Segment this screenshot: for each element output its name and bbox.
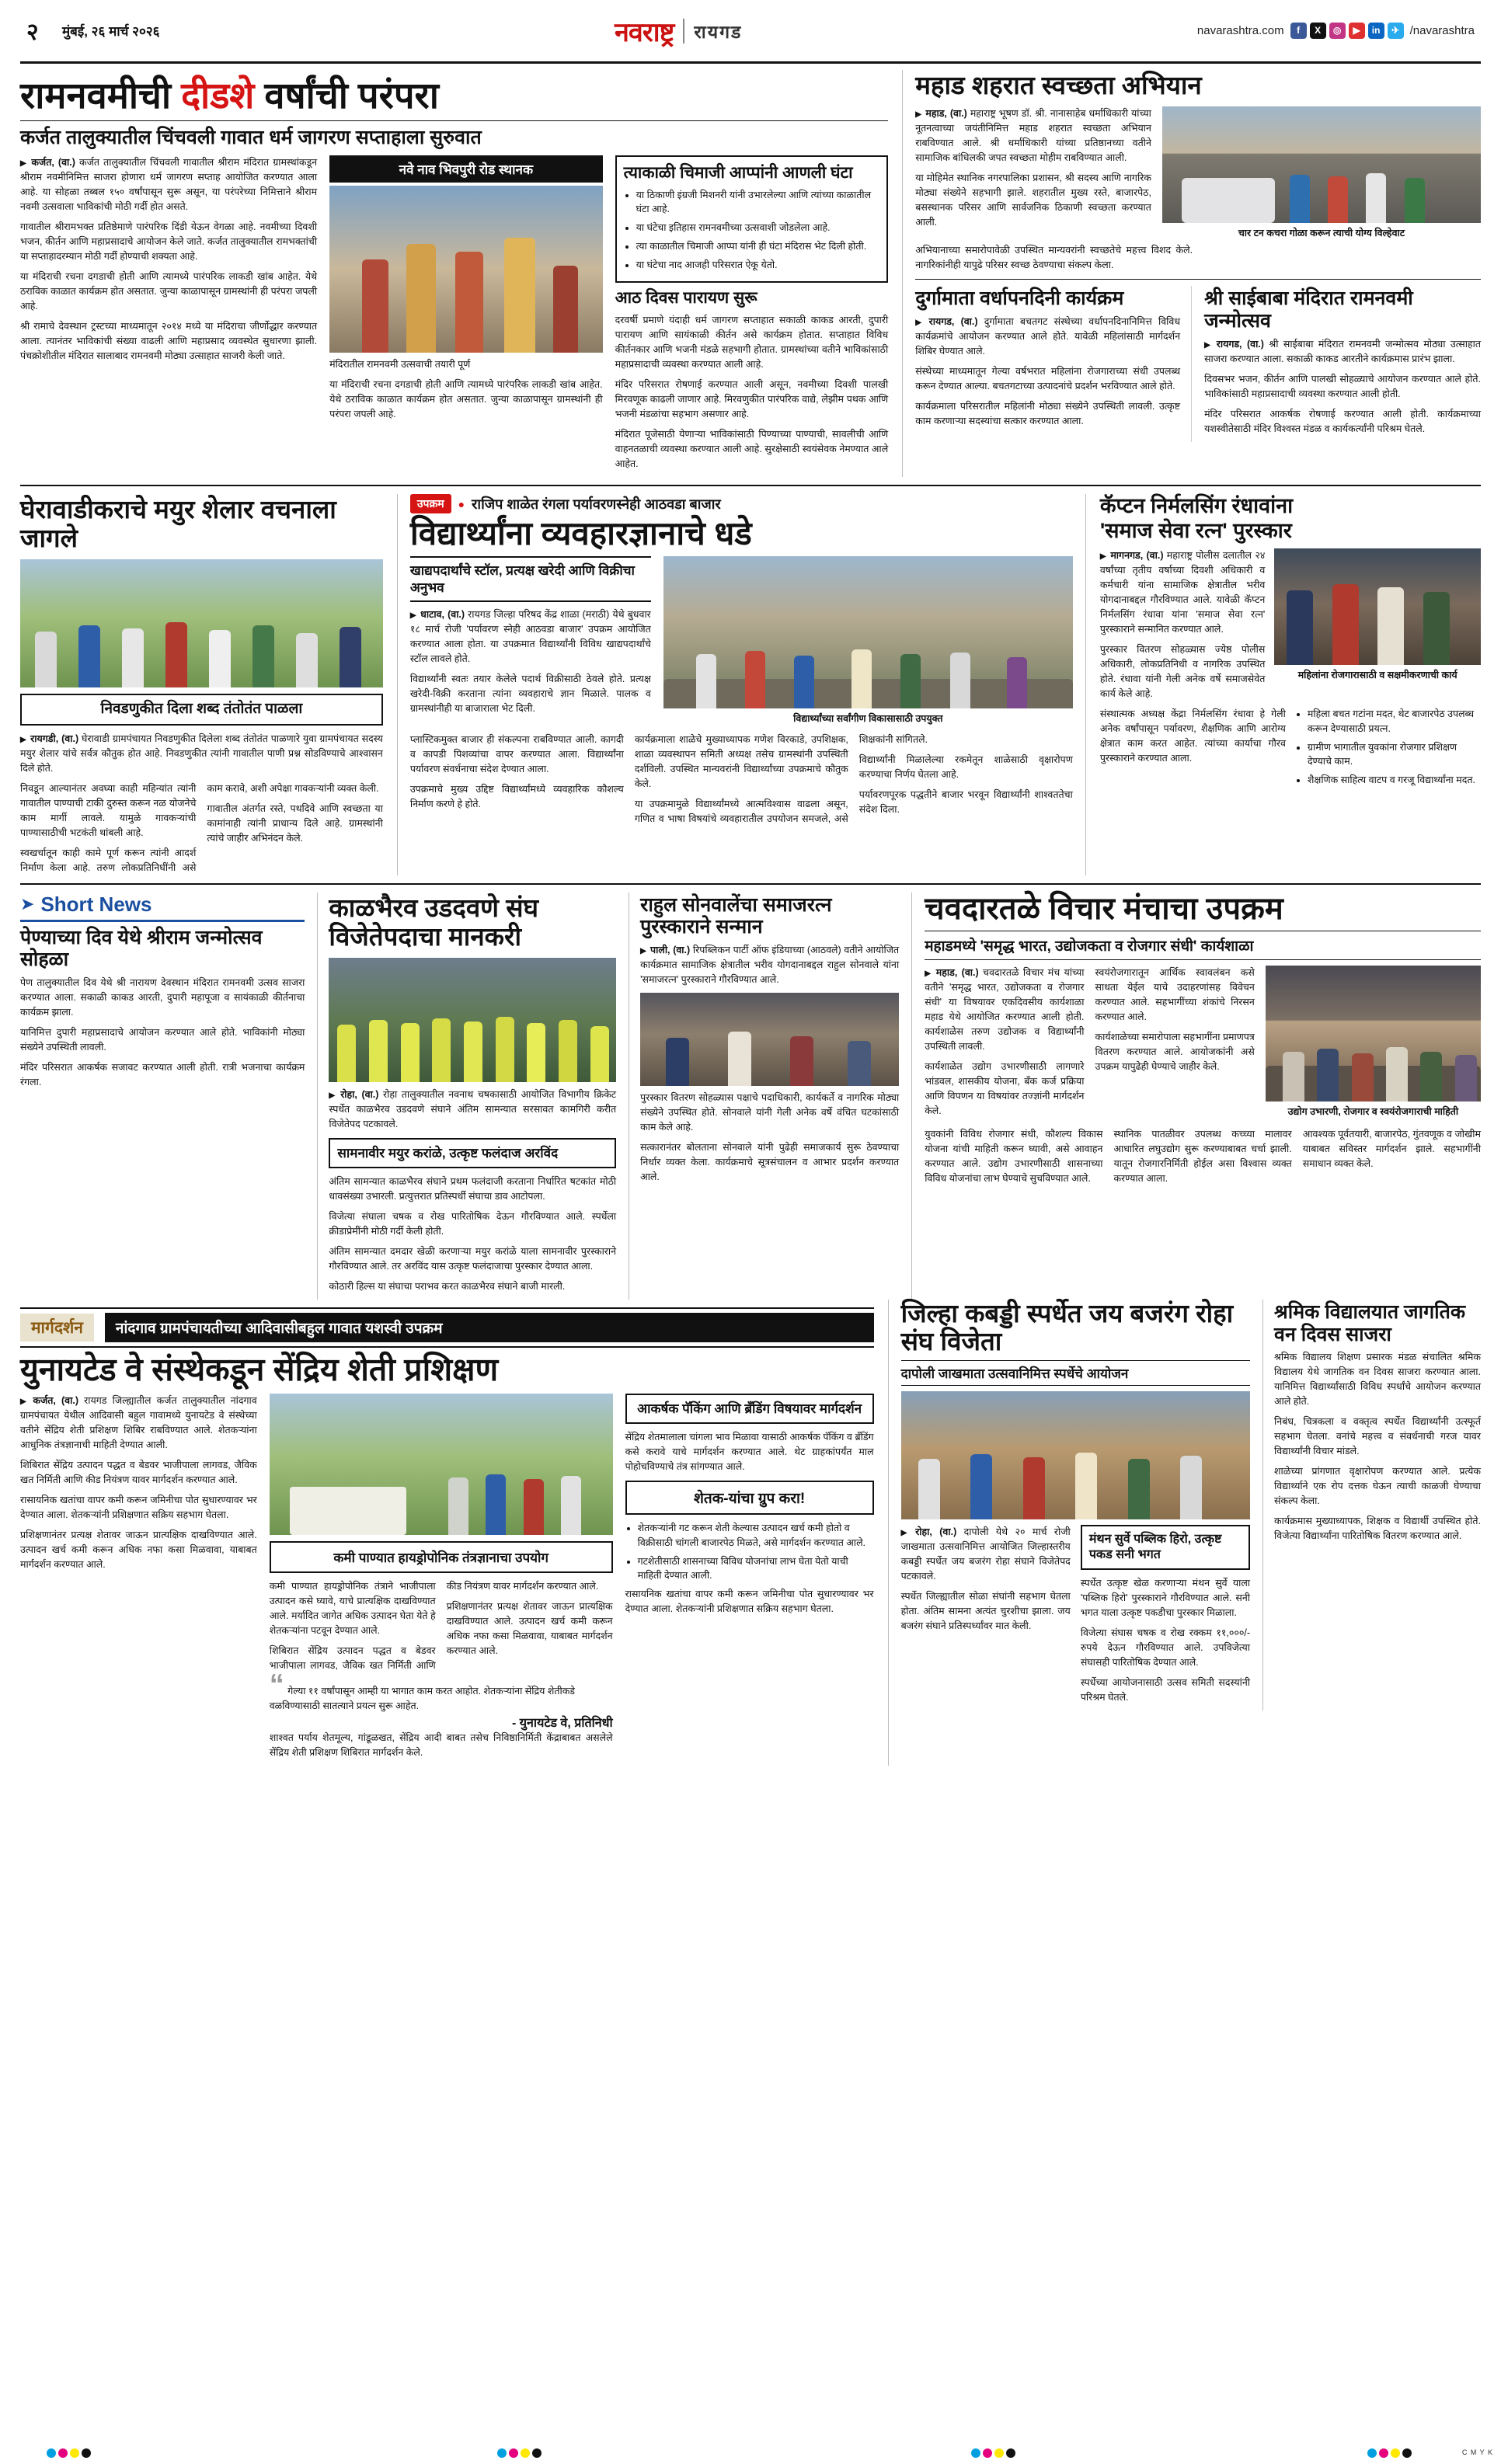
margdarshan-bar xyxy=(20,1307,874,1348)
upkram-text-1: विद्यार्थ्यांनी स्वतः तयार केलेले पदार्थ विक्रीसाठी ठेवले होते. प्रत्यक्ष खरेदी-विक्री करताना त्यांना व्यवहाराचे ज्ञान मिळाले. पालक व ग्रामस्थांनीही या बाजाराला भेट दिली. xyxy=(409,673,651,714)
issue-date: मुंबई, २६ मार्च २०२६ xyxy=(62,24,160,39)
upkram-photo xyxy=(663,556,1073,708)
chavdar-bottom-0: युवकांनी विविध रोजगार संधी, कौशल्य विकास योजना यांची माहिती करून घ्यावी, असे आवाहन करण्यात आले. उद्योग उभारणीसाठी शासनाच्या विविध योजनांचा लाभ घेण्याचे सुचविण्यात आले. xyxy=(925,1128,1103,1184)
nirmalsingh-bullet-0: • महिला बचत गटांना मदत, थेट बाजारपेठ उपलब्ध करून देण्यासाठी प्रयत्न. xyxy=(1308,707,1481,736)
durga-dateline: ▶ रायगड, (वा.) xyxy=(915,316,977,327)
registration-dots-left xyxy=(47,2448,91,2458)
gheravadi-headline: घेरावाडीकराचे मयुर शेलार वचनाला जागले xyxy=(20,495,336,552)
rahul-story xyxy=(629,893,899,1300)
nirmalsingh-photo xyxy=(1274,548,1481,665)
kabaddi-box-text-1: स्पर्धेच्या आयोजनासाठी उत्सव समिती सदस्यांनी परिश्रम घेतले. xyxy=(1080,1677,1251,1704)
gheravadi-story xyxy=(20,494,383,875)
margdarshan-text-1b: शिबिरात सेंद्रिय उत्पादन पद्धत व बेडवर भाजीपाला लागवड, जैविक खत निर्मिती आणि कीड नियंत्रण यावर मार्गदर्शन करण्यात आले. xyxy=(269,1580,599,1671)
margdarshan-box2-text: कमी पाण्यात हायड्रोपोनिक तंत्राने भाजीपाला उत्पादन कसे घ्यावे, याचे प्रात्यक्षिक दाखविण्यात आले. मर्यादित जागेत अधिक उत्पादन घेता येते हे शेतकऱ्यांना पटवून देण्यात आले. xyxy=(269,1580,436,1636)
rahul-headline: राहुल सोनवालेंचा समाजरत्न पुरस्काराने सन्मान xyxy=(640,893,832,938)
top-right-block xyxy=(902,70,1481,477)
bell-bullet-3: • या घंटेचा नाद आजही परिसरात ऐकू येतो. xyxy=(636,258,880,273)
kaalbhairav-text-0: रोहा तालुक्यातील नवनाथ चषकासाठी आयोजित विभागीय क्रिकेट स्पर्धेत काळभैरव उडदवणे संघाने अंतिम सामन्यात सरसावत कामगिरी करीत विजेतेपद पटकावले. xyxy=(329,1088,617,1129)
kabaddi-text-2: विजेत्या संघास चषक व रोख रक्कम ११,०००/- रुपये देऊन गौरविण्यात आले. उपविजेत्या संघासही पारितोषिक देण्यात आले. xyxy=(1080,1627,1251,1669)
lead-para-1 xyxy=(20,155,317,214)
registration-dots-right xyxy=(971,2448,1015,2458)
mahad-clean-headline: महाड शहरात स्वच्छता अभियान xyxy=(915,71,1202,99)
kabaddi-story xyxy=(901,1300,1250,1711)
upkram-text-0: रायगड जिल्हा परिषद केंद्र शाळा (मराठी) येथे बुधवार १८ मार्च रोजी 'पर्यावरण स्नेही आठवडा बाजार' उपक्रम आयोजित करण्यात आला होता. या उपक्रमात विद्यार्थ्यांनी विविध खाद्यपदार्थांचे स्टॉल लावले होते. xyxy=(409,608,651,664)
margdarshan-box1 xyxy=(625,1394,874,1424)
nirmalsingh-dateline: ▶ मागनगड, (वा.) xyxy=(1100,550,1164,561)
masthead xyxy=(20,0,1481,64)
lead-col3-body-1: मंदिर परिसरात रोषणाई करण्यात आली असून, नवमीच्या दिवशी पालखी मिरवणूक काढली जाणार आहे. मिरवणुकीत पारंपरिक वाद्ये, लेझीम पथक आणि भजनी मंडळांचा सहभाग असणार आहे. xyxy=(615,379,889,420)
margdarshan-text-0: रायगड जिल्ह्यातील कर्जत तालुक्यातील नांदगाव ग्रामपंचायत येथील आदिवासी बहुल गावामध्ये युनायटेड वे संस्थेच्या वतीने सेंद्रिय शेती प्रशिक्षण शिबिर राबविण्यात आले. शेतकऱ्यांना आधुनिक तंत्रज्ञानाची माहिती देण्यात आली. xyxy=(20,1394,257,1450)
shramik-text-3: कार्यक्रमास मुख्याध्यापक, शिक्षक व विद्यार्थी उपस्थित होते. विजेत्या विद्यार्थ्यांना पारितोषिक वितरण करण्यात आले. xyxy=(1274,1516,1481,1542)
upkram-kicker: उपक्रम xyxy=(410,494,451,513)
gheravadi-caption: निवडणुकीत दिला शब्द तंतोतंत पाळला xyxy=(100,700,303,717)
kaalbhairav-text-1: अंतिम सामन्यात काळभैरव संघाने प्रथम फलंदाजी करताना निर्धारित षटकांत मोठी धावसंख्या उभारली. प्रत्युत्तरात प्रतिस्पर्धी संघाचा डाव आटोपला. xyxy=(329,1175,617,1202)
shramik-story xyxy=(1262,1300,1481,1711)
lead-col3-body-2: मंदिरात पूजेसाठी येणाऱ्या भाविकांसाठी पिण्याच्या पाण्याची, सावलीची आणि वाहनतळाची व्यवस्था करण्यात आली आहे. सुरक्षेसाठी स्वयंसेवक नेमण्यात आले आहेत. xyxy=(615,429,889,470)
lead-headline-highlight: दीडशे xyxy=(181,75,255,116)
margdarshan-headline: युनायटेड वे संस्थेकडून सेंद्रिय शेती प्रशिक्षण xyxy=(20,1351,499,1387)
durga-headline: दुर्गामाता वर्धापनदिनी कार्यक्रम xyxy=(915,287,1124,310)
rahul-p0 xyxy=(640,943,899,987)
kaalbhairav-boxtext-1: कोठारी हिल्स या संघाचा पराभव करत काळभैरव संघाने बाजी मारली. xyxy=(329,1280,566,1292)
nirmalsingh-bullet-2: • शैक्षणिक साहित्य वाटप व गरजू विद्यार्थ्यांना मदत. xyxy=(1308,773,1481,788)
bullet-dot-icon: ● xyxy=(458,497,465,510)
margdarshan-box3-head: शेतक-यांचा ग्रुप करा! xyxy=(693,1491,806,1508)
upkram-text-3: उपक्रमाचे मुख्य उद्दिष्ट विद्यार्थ्यांमध्ये व्यवहारिक कौशल्य निर्माण करणे हे होते. xyxy=(409,783,624,809)
website-url[interactable]: navarashtra.com xyxy=(1196,24,1284,37)
chavdar-sub: महाडमध्ये 'समृद्ध भारत, उद्योजकता व रोजगार संधी' कार्यशाळा xyxy=(925,931,1481,960)
chavdar-text-0: चवदारतळे विचार मंच यांच्या वतीने 'समृद्ध भारत, उद्योजकता व रोजगार संधी' या विषयावर एकदिवसीय कार्यशाळा महाड येथे आयोजित करण्यात आली होती. कार्यशाळेस तरुण उद्योजक व विद्यार्थ्यांनी उपस्थिती लावली. xyxy=(925,966,1085,1052)
shramik-text-2: शाळेच्या प्रांगणात वृक्षारोपण करण्यात आले. प्रत्येक विद्यार्थ्याने एक रोप दत्तक घेऊन त्याची काळजी घेण्याचा संकल्प केला. xyxy=(1274,1466,1481,1507)
bell-bullet-2: • त्या काळातील चिमाजी आप्पा यांनी ही घंटा मंदिरास भेट दिली होती. xyxy=(636,239,880,254)
chavdar-text-1: कार्यशाळेत उद्योग उभारणीसाठी लागणारे भांडवल, शासकीय योजना, बँक कर्ज प्रक्रिया आणि विपणन या विषयांवर तज्ज्ञांनी मार्गदर्शन केले. xyxy=(925,1060,1085,1116)
edition-name: रायगड xyxy=(694,21,743,42)
gheravadi-photo xyxy=(20,559,383,687)
margdarshan-text-2b: रासायनिक खतांचा वापर कमी करून जमिनीचा पोत सुधारण्यावर भर देण्यात आला. शेतकऱ्यांनी प्रशिक्षणात सक्रिय सहभाग घेतला. xyxy=(625,1589,874,1615)
durga-text-1: संस्थेच्या माध्यमातून गेल्या वर्षभरात महिलांना रोजगाराच्या संधी उपलब्ध करून देण्यात आल्या. बचतगटाच्या उत्पादनांचे प्रदर्शन भरविण्यात आले होते. xyxy=(915,365,1181,392)
bell-box-head: त्याकाळी चिमाजी आप्पांनी आणली घंटा xyxy=(623,163,853,182)
lead-col-2 xyxy=(329,155,603,477)
nirmalsingh-story xyxy=(1100,494,1481,875)
bell-box-bullets xyxy=(624,188,880,273)
mahad-clean-text-1: या मोहिमेत स्थानिक नगरपालिका प्रशासन, श्री सदस्य आणि नागरिक मोठ्या संख्येने सहभागी झाले. शहरातील मुख्य रस्ते, बाजारपेठ, बसस्थानक परिसर आणि सार्वजनिक ठिकाणी स्वच्छता करण्यात आली. xyxy=(915,172,1151,228)
chavdar-bottom-1: स्थानिक पातळीवर उपलब्ध कच्च्या मालावर आधारित लघुउद्योग सुरू करण्याबाबत चर्चा झाली. यातून रोजगारनिर्मिती होईल असा विश्वास व्यक्त करण्यात आला. xyxy=(1113,1128,1292,1184)
upkram-p0 xyxy=(410,607,651,666)
gheravadi-p0 xyxy=(20,732,383,776)
nirmalsingh-text-2: संस्थात्मक अध्यक्ष केंद्रा निर्मलसिंग रंधावा हे गेली अनेक वर्षांपासून पर्यावरण, शैक्षणिक आणि आरोग्य क्षेत्रात काम करत आहेत. त्यांच्या कार्याचा गौरव पुरस्काराने करण्यात आला. xyxy=(1099,708,1286,764)
social-handle: /navarashtra xyxy=(1409,24,1475,37)
kabaddi-p0 xyxy=(901,1525,1071,1584)
third-block xyxy=(20,893,1481,1300)
margdarshan-photo-caption: शाश्वत पर्याय शेतमूल्य, गांडूळखत, सेंद्रिय आदी बाबत तसेच निविष्ठानिर्मिती केंद्राबाबत असलेले सेंद्रिय शेती प्रशिक्षण शिबिरात मार्गदर्शन केले. xyxy=(269,1731,613,1758)
lead-subhead: कर्जत तालुक्यातील चिंचवली गावात धर्म जागरण सप्ताहाला सुरुवात xyxy=(20,126,482,148)
kabaddi-box-text-0: स्पर्धेत उत्कृष्ट खेळ करणाऱ्या मंथन सुर्वे याला 'पब्लिक हिरो' पुरस्काराने गौरविण्यात आले. सनी भगत याला उत्कृष्ट पकडीचा पुरस्कार मिळाला. xyxy=(1080,1578,1251,1619)
publication-logo: नवराष्ट्र xyxy=(615,17,674,47)
sai-dateline: ▶ रायगड, (वा.) xyxy=(1204,339,1264,350)
lead-col3-head: आठ दिवस पारायण सुरू xyxy=(615,289,757,308)
bell-bullet-0: • या ठिकाणी इंग्रजी मिशनरी यांनी उभारलेल्या आणि त्यांच्या काळातील घंटा आहे. xyxy=(636,188,880,218)
chavdar-story xyxy=(911,893,1481,1300)
lead-col2-body: या मंदिराची रचना दगडाची होती आणि त्यामध्ये पारंपरिक लाकडी खांब आहेत. येथे ठराविक काळात कार्यक्रम होत असतात. जुन्या काळापासून ग्रामस्थांनी ही परंपरा जपली आहे. xyxy=(329,378,603,419)
gheravadi-text-2: स्वखर्चातून काही कामे पूर्ण करून त्यांनी आदर्श निर्माण केला आहे. तरुण लोकप्रतिनिधींनी असे काम करावे, अशी अपेक्षा गावकऱ्यांनी व्यक्त केली. xyxy=(20,782,379,873)
upkram-right-0: कार्यक्रमाला शाळेचे मुख्याध्यापक गणेश विरकाडे, उपशिक्षक, शाळा व्यवस्थापन समिती अध्यक्ष तसेच ग्रामस्थांनी उपस्थिती दर्शविली. उपस्थित मान्यवरांनी विद्यार्थ्यांच्या उपक्रमाचे कौतुक केले. xyxy=(634,733,848,789)
lead-body-3: श्री रामाचे देवस्थान ट्रस्टच्या माध्यमातून २०१४ मध्ये या मंदिराचा जीर्णोद्धार करण्यात आला. त्यानंतर भाविकांची संख्या वाढली आणि महाप्रसाद व्यवस्थेत सुधारणा झाली. पंचक्रोशीतील मंदिरात सालाबाद रामनवमी मोठ्या उत्साहात साजरी केली जाते. xyxy=(20,320,318,361)
mahad-clean-text-2: अभियानाच्या समारोपावेळी उपस्थित मान्यवरांनी स्वच्छतेचे महत्त्व विशद केले. नागरिकांनीही यापुढे परिसर स्वच्छ ठेवण्याचा संकल्प केला. xyxy=(915,245,1193,271)
mahad-clean-dateline: ▶ महाड, (वा.) xyxy=(915,108,967,119)
lead-col-3 xyxy=(615,155,889,477)
gheravadi-text-1: निवडून आल्यानंतर अवघ्या काही महिन्यांत त्यांनी गावातील पाण्याची टाकी दुरुस्त करून नळ योजनेचे काम मार्गी लावले. यामुळे गावकऱ्यांची पाण्यासाठीची भटकंती थांबली आहे. xyxy=(20,782,197,838)
masthead-right xyxy=(1197,23,1475,39)
chavdar-dateline: ▶ महाड, (वा.) xyxy=(925,967,978,978)
margdarshan-text-3b: प्रशिक्षणानंतर प्रत्यक्ष शेतावर जाऊन प्रात्यक्षिक दाखविण्यात आले. उत्पादन खर्च कमी करून अधिक नफा कसा मिळवावा, याबाबत मार्गदर्शन करण्यात आले. xyxy=(446,1600,613,1656)
shortnews-text-2: मंदिर परिसरात आकर्षक सजावट करण्यात आली होती. रात्री भजनाचा कार्यक्रम रंगला. xyxy=(20,1062,305,1088)
nirmalsingh-bullet-1: • ग्रामीण भागातील युवकांना रोजगार प्रशिक्षण देण्याचे काम. xyxy=(1308,740,1481,770)
shramik-text-0: श्रमिक विद्यालय शिक्षण प्रसारक मंडळ संचालित श्रमिक विद्यालय येथे जागतिक वन दिवस साजरा करण्यात आला. यानिमित्त विद्यार्थ्यांसाठी विविध स्पर्धांचे आयोजन करण्यात आले होते. xyxy=(1274,1352,1481,1408)
upkram-dateline: ▶ धाटाव, (वा.) xyxy=(410,609,465,620)
upkram-dek: खाद्यपदार्थांचे स्टॉल, प्रत्यक्ष खरेदी आणि विक्रीचा अनुभव xyxy=(410,556,651,602)
upkram-kicker-row xyxy=(410,494,1073,513)
durga-p0 xyxy=(915,315,1180,359)
kabaddi-box xyxy=(1081,1525,1250,1570)
kabaddi-text-0: दापोली येथे २० मार्च रोजी जाखमाता उत्सवानिमित्त आयोजित जिल्हास्तरीय कबड्डी स्पर्धेत जय बजरंग रोहा संघाने विजेतेपद पटकावले. xyxy=(900,1526,1071,1582)
margdarshan-box3 xyxy=(625,1481,874,1515)
margdarshan-box2-head: कमी पाण्यात हायड्रोपोनिक तंत्रज्ञानाचा उपयोग xyxy=(333,1550,549,1565)
shortnews-item-head: पेण्याच्या दिव येथे श्रीराम जन्मोत्सव सोहळा xyxy=(20,926,263,971)
kaalbhairav-headline: काळभैरव उडदवणे संघ विजेतेपदाचा मानकरी xyxy=(329,893,539,951)
kabaddi-photo xyxy=(901,1391,1250,1519)
lead-story xyxy=(20,70,888,477)
mahad-clean-p0 xyxy=(915,106,1151,165)
nirmalsingh-headline-1: कॅप्टन निर्मलसिंग रंधावांना xyxy=(1099,494,1294,518)
social-icons xyxy=(1290,23,1404,39)
chavdar-headline: चवदारतळे विचार मंचाचा उपक्रम xyxy=(925,891,1283,926)
upkram-story xyxy=(397,494,1086,875)
shortnews-header xyxy=(20,893,305,922)
margdarshan-strip: नांदगाव ग्रामपंचायतीच्या आदिवासीबहुल गावात यशस्वी उपक्रम xyxy=(105,1313,874,1342)
registration-dots-center xyxy=(497,2448,542,2458)
upkram-text-2: प्लास्टिकमुक्त बाजार ही संकल्पना राबविण्यात आली. कागदी व कापडी पिशव्यांचा वापर करण्यात आला. विद्यार्थ्यांना पर्यावरण संवर्धनाचा संदेश देण्यात आला. xyxy=(409,733,624,774)
top-block xyxy=(20,70,1481,477)
margdarshan-quote-by: - युनायटेड वे, प्रतिनिधी xyxy=(512,1716,613,1730)
bell-bullet-1: • या घंटेचा इतिहास रामनवमीच्या उत्सवाशी जोडलेला आहे. xyxy=(636,221,880,235)
lead-photo-caption: मंदिरातील रामनवमी उत्सवाची तयारी पूर्ण xyxy=(329,358,471,370)
bottom-right xyxy=(888,1300,1481,1766)
nirmalsingh-text-1: पुरस्कार वितरण सोहळ्यास ज्येष्ठ पोलीस अधिकारी, लोकप्रतिनिधी व नागरिक उपस्थित होते. रंधावा यांनी गेली अनेक वर्षे समाजसेवेत कार्य केले आहे. xyxy=(1099,644,1266,700)
durga-text-0: दुर्गामाता बचतगट संस्थेच्या वर्धापनदिनानिमित्त विविध कार्यक्रमांचे आयोजन करण्यात आले होते. यावेळी महिलांसाठी मार्गदर्शन शिबिर घेण्यात आले. xyxy=(915,315,1181,357)
margdarshan-box3-text-0: • शेतकऱ्यांनी गट करून शेती केल्यास उत्पादन खर्च कमी होतो व विक्रीसाठी चांगली बाजारपेठ मिळते, असे मार्गदर्शन करण्यात आले. xyxy=(638,1521,874,1550)
margdarshan-box2 xyxy=(270,1541,613,1573)
gheravadi-caption-box xyxy=(20,694,383,726)
upkram-photo-caption: विद्यार्थ्यांच्या सर्वांगीण विकासासाठी उपयुक्त xyxy=(793,713,943,725)
margdarshan-label: मार्गदर्शन xyxy=(20,1314,94,1342)
chavdar-photo xyxy=(1266,966,1481,1101)
kabaddi-box-head: मंथन सुर्वे पब्लिक हिरो, उत्कृष्ट पकड सनी भगत xyxy=(1088,1533,1222,1562)
kaalbhairav-box-head: सामनावीर मयुर करांळे, उत्कृष्ट फलंदाज अरविंद xyxy=(337,1145,559,1161)
shortnews-arrow-icon: ➤ xyxy=(20,894,35,914)
mahad-clean-photo xyxy=(1162,106,1481,223)
sai-p0 xyxy=(1204,337,1481,367)
kaalbhairav-box xyxy=(329,1138,616,1168)
chavdar-bottom-2: आवश्यक पूर्वतयारी, बाजारपेठ, गुंतवणूक व जोखीम याबाबत सविस्तर मार्गदर्शन झाले. सहभागींनी समाधान व्यक्त केले. xyxy=(1302,1128,1481,1169)
margdarshan-text-2: रासायनिक खतांचा वापर कमी करून जमिनीचा पोत सुधारण्यावर भर देण्यात आला. शेतकऱ्यांनी प्रशिक्षणात सक्रिय सहभाग घेतला. xyxy=(20,1494,257,1520)
chavdar-text-3: कार्यशाळेच्या समारोपाला सहभागींना प्रमाणपत्र वितरण करण्यात आले. आयोजकांनी असे उपक्रम यापुढेही घेण्याचे जाहीर केले. xyxy=(1095,1031,1255,1072)
upkram-headline: विद्यार्थ्यांना व्यवहारज्ञानाचे धडे xyxy=(409,515,752,552)
chavdar-cols xyxy=(925,966,1481,1124)
registration-dots-far-right xyxy=(1367,2448,1412,2458)
kaalbhairav-story xyxy=(317,893,616,1300)
chavdar-caption: उद्योग उभारणी, रोजगार व स्वयंरोजगाराची माहिती xyxy=(1287,1105,1459,1117)
lead-col-1 xyxy=(20,155,317,477)
nirmalsingh-caption: महिलांना रोजगारासाठी व सक्षमीकरणाची कार्य xyxy=(1297,670,1457,681)
durga-story xyxy=(915,286,1192,442)
gheravadi-dateline: ▶ रायगडी, (वा.) xyxy=(20,733,78,744)
cmyk-marker: C M Y K xyxy=(1461,2448,1493,2456)
sai-headline: श्री साईबाबा मंदिरात रामनवमी जन्मोत्सव xyxy=(1204,287,1413,332)
nirmalsingh-bullets xyxy=(1295,707,1481,792)
sai-text-2: मंदिर परिसरात आकर्षक रोषणाई करण्यात आली होती. कार्यक्रमाच्या यशस्वीतेसाठी मंदिर विश्वस्त मंडळ व कार्यकर्त्यांनी परिश्रम घेतले. xyxy=(1204,408,1481,434)
rahul-dateline: ▶ पाली, (वा.) xyxy=(640,945,690,955)
kabaddi-text-1: स्पर्धेत जिल्ह्यातील सोळा संघांनी सहभाग घेतला होता. अंतिम सामना अत्यंत चुरशीचा झाला. जय बजरंग संघाने प्रतिस्पर्ध्यांवर मात केली. xyxy=(900,1591,1071,1632)
margdarshan-box1-text: सेंद्रिय शेतमालाला चांगला भाव मिळावा यासाठी आकर्षक पॅकिंग व ब्रॅंडिंग कसे करावे याचे मार्गदर्शन करण्यात आले. थेट ग्राहकांपर्यंत माल पोहोचविण्याचे तंत्र सांगण्यात आले. xyxy=(625,1432,874,1473)
durga-sai-block xyxy=(915,286,1481,442)
kaalbhairav-boxtext-0: अंतिम सामन्यात दमदार खेळी करणाऱ्या मयुर करांळे याला सामनावीर पुरस्काराने गौरविण्यात आले. तर अरविंद यास उत्कृष्ट फलंदाजाचा पुरस्कार देण्यात आला. xyxy=(329,1245,617,1272)
shramik-headline: श्रमिक विद्यालयात जागतिक वन दिवस साजरा xyxy=(1274,1300,1466,1345)
margdarshan-box1-head: आकर्षक पॅकिंग आणि ब्रॅंडिंग विषयावर मार्गदर्शन xyxy=(637,1401,862,1416)
shramik-text-1: निबंध, चित्रकला व वक्तृत्व स्पर्धेत विद्यार्थ्यांनी उत्स्फूर्त सहभाग घेतला. वनांचे महत्त्व व संवर्धनाची गरज यावर विद्यार्थ्यांनी विचार मांडले. xyxy=(1274,1416,1481,1457)
margdarshan-dateline: ▶ कर्जत, (वा.) xyxy=(20,1395,78,1406)
middle-block xyxy=(20,494,1481,875)
margdarshan-box3-bullets xyxy=(625,1521,874,1583)
sai-text-1: दिवसभर भजन, कीर्तन आणि पालखी सोहळ्याचे आयोजन करण्यात आले होते. भाविकांसाठी महाप्रसादाची व्यवस्था करण्यात आली होती. xyxy=(1204,373,1481,399)
kabaddi-sub: दापोली जाखमाता उत्सवानिमित्त स्पर्धेचे आयोजन xyxy=(901,1360,1250,1386)
kaalbhairav-dateline: ▶ रोहा, (वा.) xyxy=(329,1089,378,1100)
margdarshan-p0 xyxy=(20,1394,257,1453)
shortnews-text-1: यानिमित्त दुपारी महाप्रसादाचे आयोजन करण्यात आले होते. भाविकांनी मोठ्या संख्येने उपस्थिती लावली. xyxy=(20,1027,305,1053)
mahad-clean-caption: चार टन कचरा गोळा करून त्याची योग्य विल्हेवाट xyxy=(1238,227,1405,238)
margdarshan-box3-text-1: • गटशेतीसाठी शासनाच्या विविध योजनांचा लाभ घेता येतो याची माहिती देण्यात आली. xyxy=(638,1554,874,1584)
upkram-toprule: राजिप शाळेत रंगला पर्यावरणस्नेही आठवडा बाजार xyxy=(472,496,721,512)
gheravadi-text-0: घेरावाडी ग्रामपंचायत निवडणुकीत दिलेला शब्द तंतोतंत पाळणारे युवा ग्रामपंचायत सदस्य मयुर शेलार यांचे सर्वत्र कौतुक होत आहे. निवडणुकीत त्यांनी गावातील पाणी प्रश्न सोडविण्याचे आश्वासन दिले होते. xyxy=(20,733,383,774)
lead-headline-part2: वर्षांची परंपरा xyxy=(254,75,439,116)
nirmalsingh-p0 xyxy=(1100,548,1266,637)
rahul-text-1: पुरस्कार वितरण सोहळ्यास पक्षाचे पदाधिकारी, कार्यकर्ते व नागरिक मोठ्या संख्येने उपस्थित होते. सोनवाले यांनी गेली अनेक वर्षे वंचित घटकांसाठी काम केले आहे. xyxy=(640,1092,900,1133)
margdarshan-text-1: शिबिरात सेंद्रिय उत्पादन पद्धत व बेडवर भाजीपाला लागवड, जैविक खत निर्मिती आणि कीड नियंत्रण यावर मार्गदर्शन करण्यात आले. xyxy=(20,1459,257,1485)
mahad-clean-body xyxy=(915,106,1481,243)
lead-body-1: गावातील श्रीरामभक्त प्रतिष्ठेमाणे पारंपरिक दिंडी येऊन वेगळा आहे. नवमीच्या दिवशी भजन, कीर्तन आणि महाप्रसादाचे आयोजन केले जाते. कर्जत तालुक्यातील रामभक्तांची या सप्ताहादरम्यान मोठी गर्दी होण्याची शक्यता आहे. xyxy=(20,221,318,262)
margdarshan-quote: गेल्या ११ वर्षांपासून आम्ही या भागात काम करत आहोत. शेतकऱ्यांना सेंद्रिय शेतीकडे वळविण्यासाठी सातत्याने प्रयत्न सुरू आहेत. xyxy=(269,1685,575,1711)
bottom-block xyxy=(20,1300,1481,1766)
shortnews-col xyxy=(20,893,305,1300)
mahad-clean-text-0: महाराष्ट्र भूषण डॉ. श्री. नानासाहेब धर्माधिकारी यांच्या नूतनत्वाच्या जयंतीनिमित्त महाड शहरात स्वच्छता अभियान राबविण्यात आले. श्री धर्माधिकारी यांच्या प्रतिष्ठानच्या वतीने सामाजिक बांधिलकी जपत स्वच्छता मोहीम राबविण्यात आली. xyxy=(915,107,1151,163)
masthead-center xyxy=(160,13,1197,49)
kabaddi-headline: जिल्हा कबड्डी स्पर्धेत जय बजरंग रोहा संघ विजेता xyxy=(900,1298,1234,1356)
kaalbhairav-photo xyxy=(329,958,616,1082)
station-name-box: नवे नाव भिवपुरी रोड स्थानक xyxy=(329,155,603,183)
rahul-text-2: सत्कारानंतर बोलताना सोनवाले यांनी पुढेही समाजकार्य सुरू ठेवण्याचा निर्धार व्यक्त केला. कार्यक्रमाचे सूत्रसंचालन व आभार प्रदर्शन करण्यात आले. xyxy=(640,1142,900,1183)
youtube-icon[interactable]: ▶ xyxy=(1349,23,1365,39)
telegram-icon[interactable]: ✈ xyxy=(1388,23,1404,39)
upkram-right-3: पर्यावरणपूरक पद्धतीने बाजार भरवून विद्यार्थ्यांनी शाश्वततेचा संदेश दिला. xyxy=(858,788,1073,815)
lead-headline xyxy=(20,76,888,116)
lead-col3-body-0: दरवर्षी प्रमाणे यंदाही धर्म जागरण सप्ताहात सकाळी काकड आरती, दुपारी पारायण आणि सायंकाळी कीर्तन असे कार्यक्रम होतात. सप्ताहात विविध कीर्तनकार आणि भजनी मंडळे सहभागी होतात. ग्रामस्थांच्या वतीने भाविकांसाठी महाप्रसादाची व्यवस्था करण्यात आली आहे. xyxy=(615,315,889,371)
margdarshan-cols xyxy=(20,1394,874,1766)
nirmalsingh-text-0: महाराष्ट्र पोलीस दलातील २४ वर्षांच्या तृतीय वर्षाच्या दिवशी अधिकारी व कर्मचारी यांना सामाजिक क्षेत्रातील भरीव योगदानाबद्दल गौरविण्यात आले. यावेळी कॅप्टन निर्मलसिंग रंधावा यांना 'समाज सेवा रत्न' पुरस्काराने सन्मानित करण्यात आले. xyxy=(1099,550,1266,635)
quote-mark-icon: “ xyxy=(269,1668,284,1701)
twitter-x-icon[interactable]: X xyxy=(1310,23,1326,39)
chavdar-text-2: स्वयंरोजगारातून आर्थिक स्वावलंबन कसे साधता येईल याचे उदाहरणांसह विवेचन करण्यात आले. सहभागींच्या शंकांचे निरसन करण्यात आले. xyxy=(1095,966,1255,1022)
kabaddi-dateline: ▶ रोहा, (वा.) xyxy=(901,1526,957,1537)
lead-body-2: या मंदिराची रचना दगडाची होती आणि त्यामध्ये पारंपरिक लाकडी खांब आहेत. येथे ठराविक काळात कार्यक्रम होत असतात. जुन्या काळापासून ग्रामस्थांनी ही परंपरा जपली आहे. xyxy=(20,270,318,311)
margdarshan-left xyxy=(20,1300,874,1766)
kaalbhairav-text-2: विजेत्या संघाला चषक व रोख पारितोषिक देऊन गौरविण्यात आले. स्पर्धेला क्रीडाप्रेमींनी मोठी गर्दी केली होती. xyxy=(329,1210,617,1237)
facebook-icon[interactable]: f xyxy=(1290,23,1307,39)
margdarshan-text-3: प्रशिक्षणानंतर प्रत्यक्ष शेतावर जाऊन प्रात्यक्षिक दाखविण्यात आले. उत्पादन खर्च कमी करून अधिक नफा कसा मिळवावा, याबाबत मार्गदर्शन करण्यात आले. xyxy=(20,1529,257,1570)
lead-headline-part1: रामनवमीची xyxy=(20,75,182,116)
kaalbhairav-p0 xyxy=(329,1088,616,1132)
upkram-top-cols xyxy=(410,556,1073,729)
sai-story xyxy=(1204,286,1481,442)
margdarshan-photo xyxy=(270,1394,613,1535)
nirmalsingh-headline-2: 'समाज सेवा रत्न' पुरस्कार xyxy=(1099,519,1292,543)
page-folio: २ xyxy=(26,19,39,45)
masthead-divider xyxy=(683,19,684,44)
durga-text-2: कार्यक्रमाला परिसरातील महिलांनी मोठ्या संख्येने उपस्थिती लावली. उत्कृष्ट काम करणाऱ्या सदस्यांचा सत्कार करण्यात आला. xyxy=(915,400,1181,426)
linkedin-icon[interactable]: in xyxy=(1368,23,1384,39)
upkram-right-1: या उपक्रमामुळे विद्यार्थ्यांमध्ये आत्मविश्वास वाढला असून, गणित व भाषा विषयांचे व्यवहारातील उपयोजन समजले, असे शिक्षकांनी सांगितले. xyxy=(634,733,928,824)
gheravadi-text-3: गावातील अंतर्गत रस्ते, पथदिवे आणि स्वच्छता या कामांनाही त्यांनी प्राधान्य दिले आहे. ग्रामस्थांनी त्यांचे जाहीर अभिनंदन केले. xyxy=(207,802,383,844)
sai-text-0: श्री साईबाबा मंदिरात रामनवमी जन्मोत्सव मोठ्या उत्साहात साजरा करण्यात आला. सकाळी काकड आरतीने कार्यक्रमास प्रारंभ झाला. xyxy=(1204,338,1481,364)
lead-dateline: ▶ कर्जत, (वा.) xyxy=(20,157,75,168)
upkram-right-2: विद्यार्थ्यांनी मिळालेल्या रकमेतून शाळेसाठी वृक्षारोपण करण्याचा निर्णय घेतला आहे. xyxy=(858,753,1073,780)
chavdar-p0 xyxy=(925,966,1084,1054)
instagram-icon[interactable]: ◎ xyxy=(1329,23,1346,39)
shortnews-title: Short News xyxy=(40,892,152,916)
lead-columns xyxy=(20,155,888,477)
lead-body-0: कर्जत तालुक्यातील चिंचवली गावातील श्रीराम मंदिरात ग्रामस्थांकडून श्रीराम नवमीनिमित्त साजरा होणारा धर्म जागरण सप्ताह आयोजित करण्यात आला आहे. या सोहळा तब्बल १५० वर्षांपासून सुरू असून, या परंपरेच्या निमित्ताने श्रीराम नवमी उत्सवाला भाविकांची मोठी गर्दी होत असते. xyxy=(20,156,318,212)
rahul-text-0: रिपब्लिकन पार्टी ऑफ इंडियाच्या (आठवले) वतीने आयोजित कार्यक्रमात सामाजिक क्षेत्रातील भरीव योगदानाबद्दल राहुल सोनवाले यांना 'समाजरत्न' पुरस्काराने गौरविण्यात आले. xyxy=(640,945,900,986)
bell-box xyxy=(615,155,889,284)
rahul-photo xyxy=(640,993,899,1086)
lead-photo-temple xyxy=(329,186,603,353)
shortnews-text-0: पेण तालुक्यातील दिव येथे श्री नारायण देवस्थान मंदिरात रामनवमी उत्सव साजरा करण्यात आला. सकाळी काकड आरती, दुपारी महापूजा व सायंकाळी कीर्तनाचा कार्यक्रम झाला. xyxy=(20,977,305,1018)
